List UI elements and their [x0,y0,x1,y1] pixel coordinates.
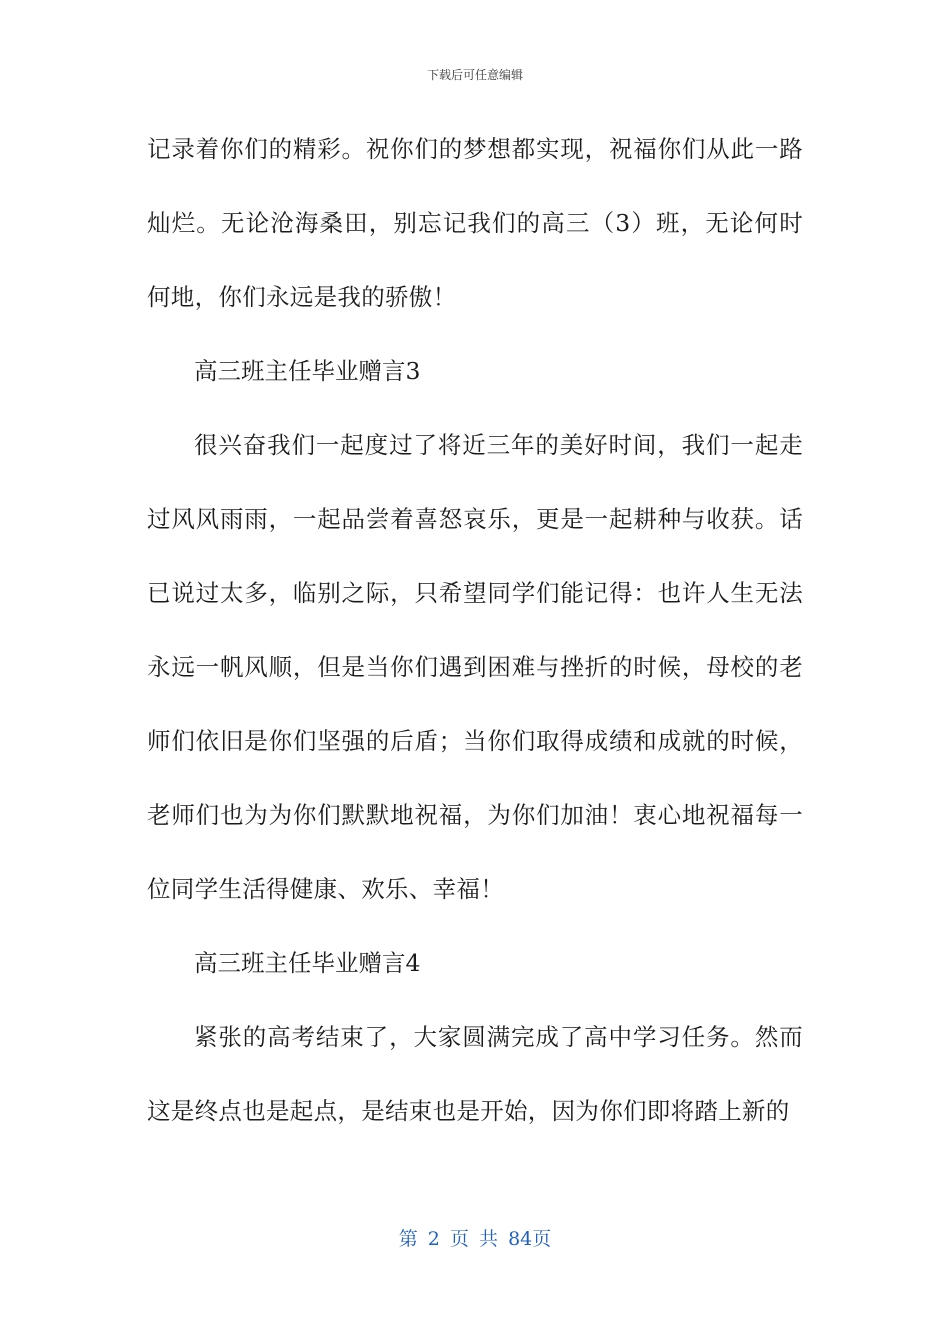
section-heading-3: 高三班主任毕业赠言3 [194,357,421,385]
footer-current-page: 2 [427,1228,440,1250]
page-footer [0,1224,950,1251]
footer-label-prefix: 第 [398,1228,418,1250]
document-body [147,112,803,1148]
header-note: 下载后可任意编辑 [426,68,523,82]
paragraph-section-3: 很兴奋我们一起度过了将近三年的美好时间，我们一起走过风风雨雨，一起品尝着喜怒哀乐，更是一起耕种与收获。话已说过太多，临别之际，只希望同学们能记得：也许人生无法永远一帆风顺，但是当你们遇到困难与挫折的时候，母校的老师们依旧是你们坚强的后盾；当你们取得成绩和成就的时候，老师们也为为你们默默地祝福，为你们加油！衷心地祝福每一位同学生活得健康、欢乐、幸福！ [147,431,803,903]
footer-total-pages: 84页 [508,1228,552,1250]
footer-label-total: 共 [479,1228,499,1250]
paragraph-continued: 记录着你们的精彩。祝你们的梦想都实现，祝福你们从此一路灿烂。无论沧海桑田，别忘记我们的高三（3）班，无论何时何地，你们永远是我的骄傲！ [147,135,803,311]
paragraph-section-4: 紧张的高考结束了，大家圆满完成了高中学习任务。然而这是终点也是起点，是结束也是开始，因为你们即将踏上新的 [147,1023,803,1125]
section-heading-4: 高三班主任毕业赠言4 [194,949,421,977]
footer-label-page: 页 [449,1228,469,1250]
